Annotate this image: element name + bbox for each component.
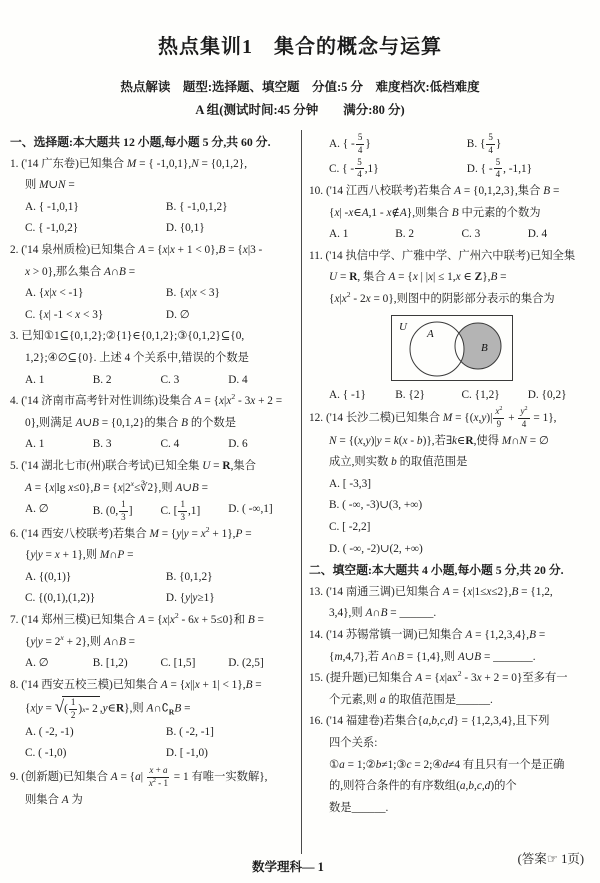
answer-option: B. {x|x < 3} [165, 287, 220, 300]
text-line: N = {(x,y)|y = k(x - b)},若∃k∈R,使得 M∩N = ∅ [329, 434, 549, 447]
venn-a-label: A [427, 327, 434, 340]
option-row [10, 434, 296, 456]
answer-option: A. ( -2, -1) [25, 725, 74, 738]
problem-line: 16. ('14 福建卷)若集合{a,b,c,d} = {1,2,3,4},且下列 [309, 715, 550, 728]
answer-option: C. {1,2} [461, 388, 500, 401]
option-row [309, 132, 594, 157]
option-row [10, 653, 296, 675]
group-a-line: A 组(测试时间:45 分钟 满分:80 分) [195, 103, 405, 117]
problem-line: 4. ('14 济南市高考针对性训练)设集合 $A = \{x|x^2 - 3x + 2$ = [10, 392, 283, 408]
answer-option: C. [ $\frac{1}{3}$ ,1] [160, 499, 201, 522]
venn-circle-a [410, 322, 464, 376]
exam-meta-line: 热点解读 题型:选择题、填空题 分值:5 分 难度档次:低档难度 [120, 80, 480, 94]
answer-option: C. 4 [160, 438, 180, 451]
answer-option: B. [1,2) [92, 657, 128, 670]
venn-diagram [391, 315, 513, 381]
answer-option: B. {0,1,2} [165, 570, 213, 583]
text-line: 1,2};④∅⊆{0}. 上述 4 个关系中,错误的个数是 [25, 351, 249, 364]
option-row [309, 157, 594, 182]
text-line: 3,4},则 A∩B = ______. [329, 607, 437, 620]
answer-option: C. { -1,0,2} [25, 222, 79, 235]
answer-option: B. ( -2, -1] [165, 725, 214, 738]
text-line: A = {x|lg $x\le 0\},B = \{x|2^x\le∛2\}$,则 A∪B = [25, 478, 208, 494]
option-row [10, 567, 296, 589]
text-line: {x| -x∈A,1 - x∉A},则集合 B 中元素的个数为 [329, 206, 541, 219]
venn-diagram-container [309, 315, 594, 383]
answer-option: C. {(0,1),(1,2)} [25, 592, 96, 605]
answer-option: D. {0,1} [165, 222, 205, 235]
answer-option: D. 6 [228, 438, 248, 451]
text-line: C. [ -2,2] [329, 521, 371, 534]
problem-line: 10. ('14 江西八校联考)若集合 A = {0,1,2,3},集合 B = [309, 185, 560, 197]
answer-option: A. 1 [329, 228, 349, 241]
left-column [8, 130, 302, 854]
text-line: B. ( -∞, -3)∪(3, +∞) [329, 499, 423, 512]
answer-option: C. ( -1,0) [25, 747, 67, 760]
answer-option: A. 1 [25, 373, 45, 386]
text-line: $\{y|y = 2^x + 2\}$,则 A∩B = [25, 632, 136, 648]
problem-line: 5. ('14 湖北七市(州)联合考试)已知全集 U = R,集合 [10, 459, 256, 472]
answer-option: D. ∅ [165, 308, 190, 321]
answer-option: C. 3 [160, 373, 180, 386]
answer-option: C. [1,5] [160, 657, 196, 670]
option-row [10, 499, 296, 524]
option-row [10, 283, 296, 305]
answer-option: B. { -1,0,1,2} [165, 200, 228, 213]
option-row [10, 743, 296, 765]
option-row [10, 197, 296, 219]
venn-b-label: B [481, 341, 488, 354]
answer-option: A. ∅ [25, 657, 49, 670]
answer-option: B. {2} [395, 388, 425, 401]
text-line: {y|y = x + 1},则 M∩P = [25, 549, 134, 562]
answer-option: D. 4 [228, 373, 248, 386]
answer-option: B. { $\frac{5}{4}$ } [466, 132, 502, 155]
section-header: 二、填空题:本大题共 4 小题,每小题 5 分,共 20 分. [309, 563, 564, 578]
text-line: {x|y = √ ( $\frac{1}{2}$ ) x - 2 ,y∈R},则 $A\cap∁_RB$ = [25, 696, 191, 721]
text-line: 数是______. [329, 801, 389, 814]
problem-line: 12. ('14 长沙二模)已知集合 M = {(x,y)| $\frac{x^2}{9}$ + $\frac{y^2}{4}$ = 1}, [309, 406, 557, 429]
answer-option: B. 3 [92, 438, 112, 451]
footer-answer-ref: (答案☞ 1页) [517, 852, 584, 866]
section-header: 一、选择题:本大题共 12 小题,每小题 5 分,共 60 分. [10, 135, 271, 149]
answer-option: D. {0,2} [527, 388, 567, 401]
text-line: x > 0},那么集合 A∩B = [25, 265, 136, 278]
footer-page-label: 数学理科— 1 [252, 860, 324, 874]
answer-option: B. 2 [395, 228, 415, 241]
text-line: 个元素,则 a 的取值范围是______. [329, 693, 493, 706]
option-row [10, 305, 296, 327]
answer-option: A. {x|x < -1} [25, 287, 84, 300]
text-line: A. [ -3,3] [329, 477, 372, 490]
right-column [302, 130, 594, 854]
problem-line: 7. ('14 郑州三模)已知集合 $A = \{x|x^2 - 6x + 5\le 0\}$和 B = [10, 611, 264, 626]
text-line: 则 M∪N = [25, 179, 75, 192]
option-row [10, 218, 296, 240]
problem-line: 2. ('14 泉州质检)已知集合 A = {x|x + 1 < 0},B = {x|3 - [10, 243, 263, 256]
answer-option: D. { - $\frac{5}{4}$ , -1,1} [466, 156, 533, 180]
answer-option: C. 3 [461, 228, 481, 241]
answer-option: D. {y|y≥1} [165, 592, 215, 605]
answer-option: A. { -1} [329, 388, 366, 401]
answer-option: B. 2 [92, 373, 112, 386]
venn-universe-label: U [399, 320, 407, 333]
problem-line: 3. 已知①1⊆{0,1,2};②{1}∈{0,1,2};③{0,1,2}⊆{0, [10, 330, 245, 343]
problem-line: 8. ('14 西安五校三模)已知集合 A = {x||x + 1| < 1},B = [10, 678, 262, 691]
problem-line: 11. ('14 执信中学、广雅中学、广州六中联考)已知全集 [309, 249, 576, 262]
text-line: 成立,则实数 b 的取值范围是 [329, 456, 468, 469]
option-row [309, 385, 594, 407]
text-line: 四个关系: [329, 736, 378, 749]
answer-option: A. ∅ [25, 503, 49, 516]
text-line: $\{x|x^2 - 2x = 0\}$,则图中的阴影部分表示的集合为 [329, 290, 555, 305]
text-line: 的,则符合条件的有序数组(a,b,c,d)的个 [329, 780, 517, 793]
answer-option: A. {(0,1)} [25, 570, 72, 583]
answer-option: C. {x| -1 < x < 3} [25, 308, 104, 321]
answer-option: C. { - $\frac{5}{4}$ ,1} [329, 156, 379, 180]
option-row [10, 370, 296, 392]
problem-line: 9. (创新题)已知集合 A = {a| $\frac{x + a}{x^2 - 1}$ = 1 有唯一实数解}, [10, 765, 268, 788]
answer-option: D. ( -∞,1] [228, 503, 273, 516]
option-row [309, 224, 594, 246]
answer-option: A. 1 [25, 438, 45, 451]
answer-option: A. { - $\frac{5}{4}$ } [329, 132, 371, 155]
text-line: {m,4,7},若 A∩B = {1,4},则 A∪B = _______. [329, 650, 536, 663]
answer-option: B. (0, $\frac{1}{3}$ ] [92, 499, 133, 522]
problem-line: 15. (提升题)已知集合 $A = \{x|ax^2 - 3x + 2 = 0\}$至多有一 [309, 669, 568, 685]
problem-line: 14. ('14 苏锡常镇一调)已知集合 A = {1,2,3,4},B = [309, 629, 546, 642]
text-line: 0},则满足 A∪B = {0,1,2}的集合 B 的个数是 [25, 416, 237, 429]
option-row [10, 722, 296, 744]
answer-option: D. (2,5] [228, 657, 264, 670]
text-line: 则集合 A 为 [25, 793, 83, 806]
text-line: D. ( -∞, -2)∪(2, +∞) [329, 542, 423, 555]
text-line: ①a = 1;②b≠1;③c = 2;④d≠4 有且只有一个是正确 [329, 758, 565, 771]
text-line: U = R, 集合 A = {x | |x| ≤ 1,x ∈ Z},B = [329, 271, 507, 284]
answer-option: A. { -1,0,1} [25, 200, 79, 213]
page-title: 热点集训1 集合的概念与运算 [158, 36, 442, 58]
problem-line: 6. ('14 西安八校联考)若集合 $M = \{y|y = x^2 + 1\},P$ = [10, 524, 252, 540]
two-column-body [0, 130, 600, 854]
answer-option: D. 4 [527, 228, 548, 241]
answer-option: D. [ -1,0) [165, 747, 208, 760]
option-row [10, 588, 296, 610]
problem-line: 13. ('14 南通三调)已知集合 A = {x|1≤x≤2},B = {1,2, [309, 585, 553, 598]
problem-line: 1. ('14 广东卷)已知集合 M = { -1,0,1},N = {0,1,2}, [10, 157, 248, 170]
